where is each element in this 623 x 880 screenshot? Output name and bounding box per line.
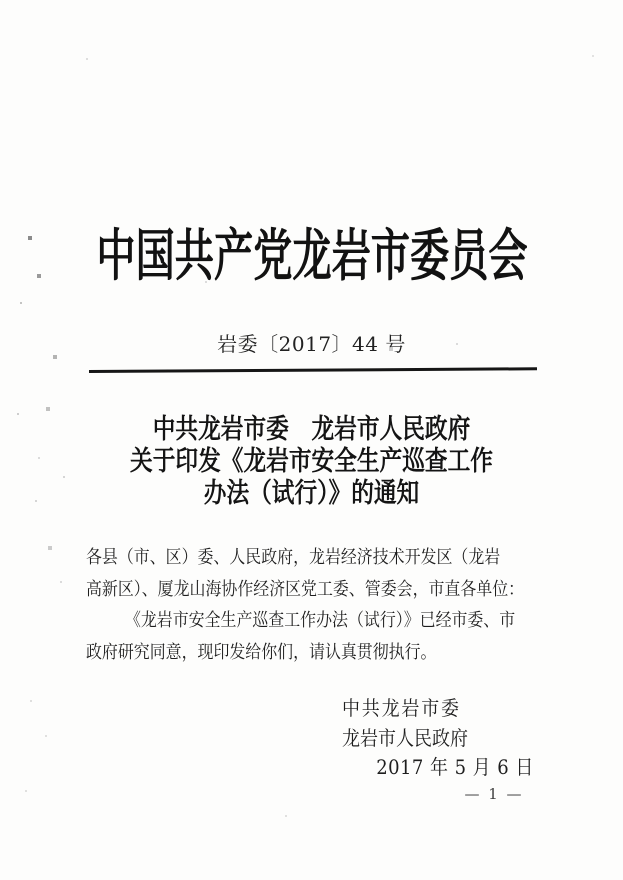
notice-title-line-3: 办法（试行）》的通知 xyxy=(203,478,420,509)
page-number: — 1 — xyxy=(464,785,524,803)
issuing-org-title: 中国共产党龙岩市委员会 xyxy=(95,223,528,289)
body-paragraph-line-2: 政府研究同意，现印发给你们，请认真贯彻执行。 xyxy=(86,641,437,663)
scan-noise xyxy=(0,0,2,2)
notice-title xyxy=(0,414,623,510)
signature-org-party-committee: 中共龙岩市委 xyxy=(342,696,461,720)
document-number: 岩委〔2017〕44 号 xyxy=(217,332,406,356)
notice-title-line-2: 关于印发《龙岩市安全生产巡查工作 xyxy=(130,446,493,477)
signature-date: 2017 年 5 月 6 日 xyxy=(376,755,534,779)
header-divider-rule xyxy=(89,367,537,373)
notice-body xyxy=(86,542,556,668)
body-paragraph-line-1: 《龙岩市安全生产巡查工作办法（试行）》已经市委、市 xyxy=(124,610,516,631)
body-salutation-line-1: 各县（市、区）委、人民政府，龙岩经济技术开发区（龙岩 xyxy=(86,547,501,568)
signature-block xyxy=(342,694,555,783)
notice-title-line-1: 中共龙岩市委 龙岩市人民政府 xyxy=(152,414,471,445)
masthead xyxy=(0,223,623,289)
body-salutation-line-2: 高新区）、厦龙山海协作经济区党工委、管委会，市直各单位： xyxy=(86,578,525,600)
signature-org-government: 龙岩市人民政府 xyxy=(342,725,468,750)
